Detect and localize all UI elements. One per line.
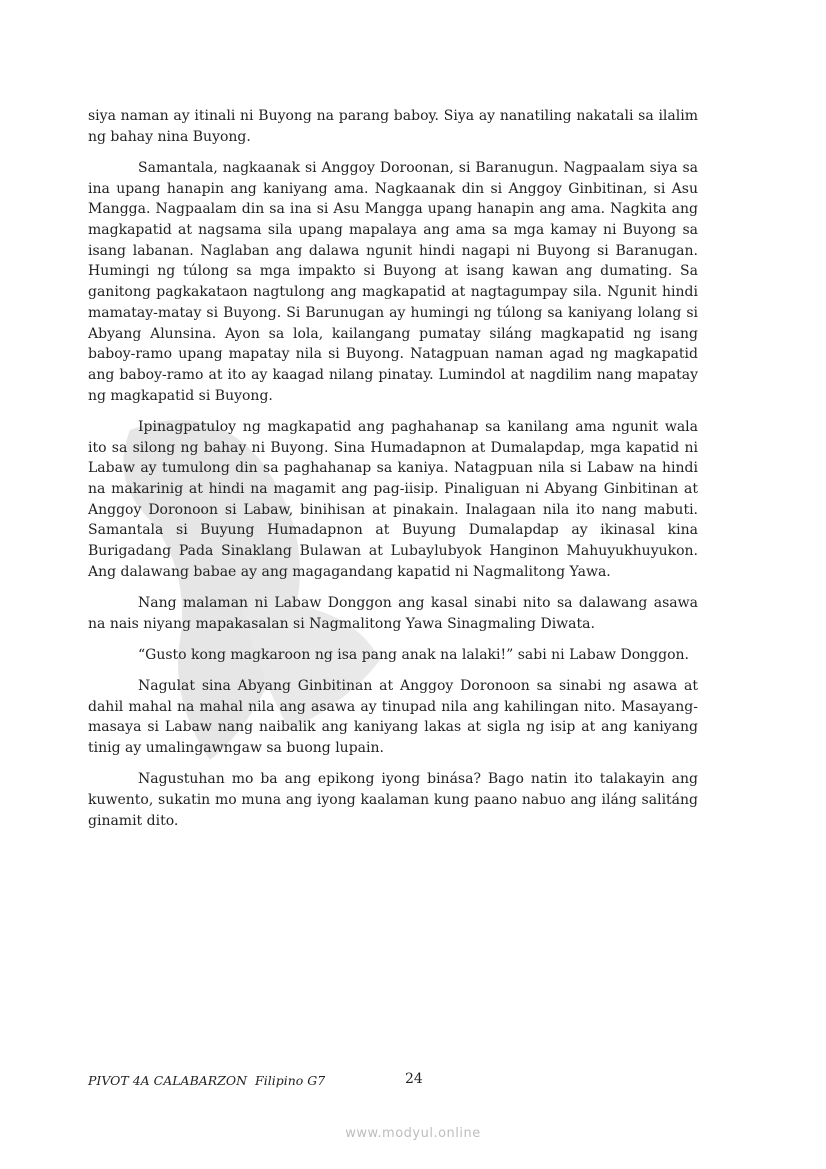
paragraph: “Gusto kong magkaroon ng isa pang anak na lalaki!” sabi ni Labaw Donggon. — [138, 646, 689, 663]
paragraph: siya naman ay itinali ni Buyong na parang baboy. Siya ay nanatiling nakatali sa ilalim ng bahay nina Buyong. — [88, 108, 698, 145]
document-body — [88, 106, 698, 842]
site-watermark: www.modyul.online — [345, 1126, 481, 1141]
paragraph: Ipinagpatuloy ng magkapatid ang paghahanap sa kanilang ama ngunit wala ito sa silong ng bahay ni Buyong. Sina Humadapnon at Dumalapdap, mga kapatid ni Labaw ay tumulong din sa paghahanap sa kaniya. Natagpuan nila si Labaw na hindi na makarinig at hindi na magamit ang pag-iisip. Pinaliguan ni Abyang Ginbitinan at Anggoy Doronoon si Labaw, binihisan at pinakain. Inalagaan nila ito nang mabuti. Samantala si Buyung Humadapnon at Buyung Dumalapdap ay ikinasal kina Burigadang Pada Sinaklang Bulawan at Lubaylubyok Hanginon Mahuyukhuyukon. Ang dalawang babae ay ang magagandang kapatid ni Nagmalitong Yawa. — [88, 418, 698, 580]
paragraph: Nang malaman ni Labaw Donggon ang kasal sinabi nito sa dalawang asawa na nais niyang mapakasalan si Nagmalitong Yawa Sinagmaling Diwata. — [88, 594, 698, 632]
paragraph: Nagulat sina Abyang Ginbitinan at Anggoy Doronoon sa sinabi ng asawa at dahil mahal na mahal nila ang asawa ay tinupad nila ang kahilingan nito. Masayang-masaya si Labaw nang naibalik ang kaniyang lakas at sigla ng isip at ang kaniyang tinig ay umalingawngaw sa buong lupain. — [88, 678, 698, 757]
footer-title: PIVOT 4A CALABARZON Filipino G7 — [88, 1073, 326, 1088]
page-number: 24 — [405, 1071, 423, 1087]
paragraph: Samantala, nagkaanak si Anggoy Doroonan, si Baranugun. Nagpaalam siya sa ina upang hanapin ang kaniyang ama. Nagkaanak din si Anggoy Ginbitinan, si Asu Mangga. Nagpaalam din sa ina si Asu Mangga upang hanapin ang ama. Nagkita ang magkapatid at nagsama sila upang mapalaya ang ama sa mga kamay ni Buyong sa isang labanan. Naglaban ang dalawa ngunit hindi nagapi ni Buyong si Baranugan. Humingi ng túlong sa mga impakto si Buyong at isang kawan ang dumating. Sa ganitong pagkakataon nagtulong ang magkapatid at nagtagumpay sila. Ngunit hindi mamatay-matay si Buyong. Si Barunugan ay humingi ng túlong sa kaniyang lolang si Abyang Alunsina. Ayon sa lola, kailangang pumatay siláng magkapatid ng isang baboy-ramo upang mapatay nila si Buyong. Natagpuan naman agad ng magkapatid ang baboy-ramo at ito ay kaagad nilang pinatay. Lumindol at nagdilim nang mapatay ng magkapatid si Buyong. — [88, 159, 698, 404]
paragraph: Nagustuhan mo ba ang epikong iyong binása? Bago natin ito talakayin ang kuwento, sukatin mo muna ang iyong kaalaman kung paano nabuo ang iláng salitáng ginamit dito. — [88, 771, 698, 829]
